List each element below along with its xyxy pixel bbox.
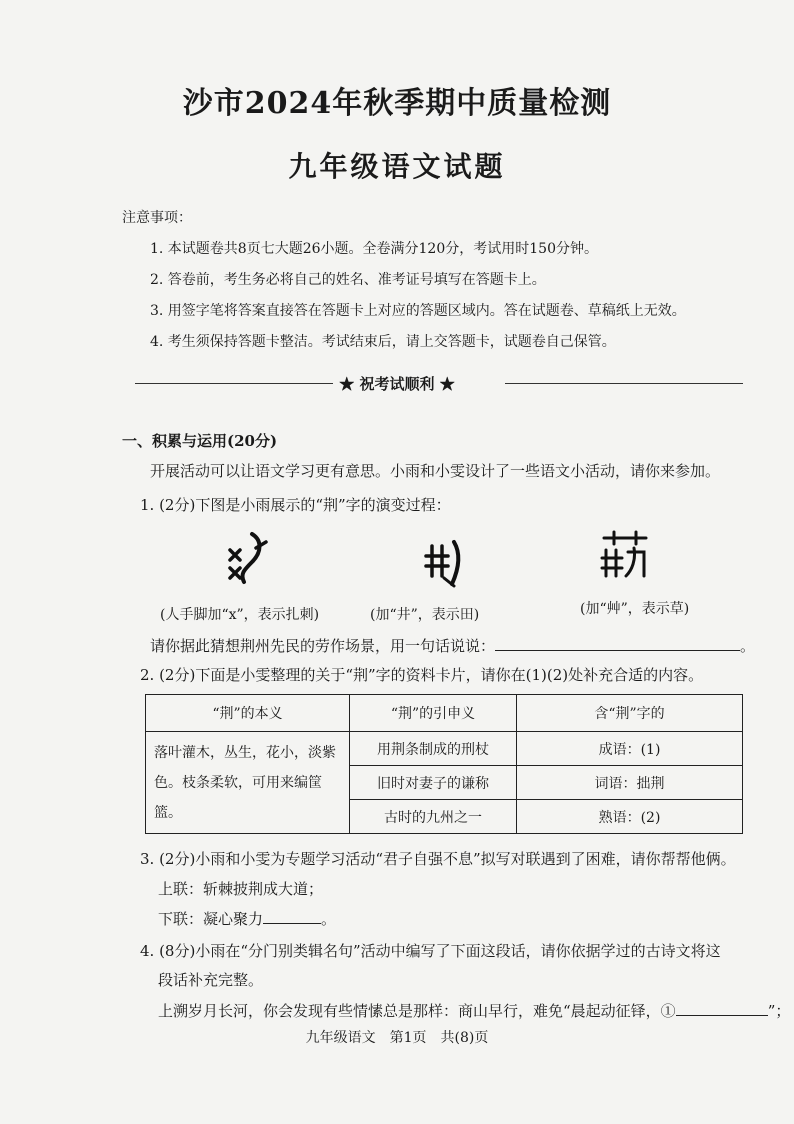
exam-title: 沙市2024年秋季期中质量检测 <box>182 86 612 121</box>
extended-meaning-cell: 旧时对妻子的谦称 <box>350 766 517 800</box>
glyph-caption-3: (加“艸”，表示草) <box>580 601 690 617</box>
glyph-caption-2: (加“井”，表示田) <box>370 607 480 623</box>
couplet-upper: 上联：斩棘披荆成大道； <box>158 880 324 898</box>
jing-oracle-glyph <box>222 528 276 588</box>
couplet-lower: 下联：凝心聚力 。 <box>158 910 337 928</box>
page-footer: 九年级语文 第1页 共(8)页 <box>305 1030 489 1046</box>
question-4-stem-line2: 段话补充完整。 <box>158 971 264 989</box>
notice-heading: 注意事项： <box>122 210 192 226</box>
notice-item: 4. 考生须保持答题卡整洁。考试结束后，请上交答题卡，试题卷自己保管。 <box>150 334 616 350</box>
exam-subtitle: 九年级语文试题 <box>288 150 506 183</box>
extended-meaning-cell: 用荆条制成的刑杖 <box>350 732 517 766</box>
jing-seal-glyph <box>600 530 650 580</box>
answer-blank[interactable] <box>263 909 321 924</box>
question-4-text: 上溯岁月长河，你会发现有些情愫总是那样：商山早行，难免“晨起动征铎，① ”； <box>158 1002 791 1020</box>
table-header: 含“荆”字的 <box>517 695 743 732</box>
question-4-stem-line1: 4. (8分)小雨在“分门别类辑名句”活动中编写了下面这段话，请你依据学过的古诗文将这 <box>140 942 721 960</box>
related-word-cell: 词语：拙荆 <box>517 766 743 800</box>
question-3-stem: 3. (2分)小雨和小雯为专题学习活动“君子自强不息”拟写对联遇到了困难，请你帮帮他俩。 <box>140 850 736 868</box>
jing-bronze-glyph <box>424 538 466 588</box>
jing-info-card <box>145 694 743 834</box>
extended-meaning-cell: 古时的九州之一 <box>350 800 517 834</box>
question-1-stem: 1. (2分)下图是小雨展示的“荆”字的演变过程： <box>140 496 451 514</box>
notice-item: 2. 答卷前，考生务必将自己的姓名、准考证号填写在答题卡上。 <box>150 272 546 288</box>
table-header: “荆”的引申义 <box>350 695 517 732</box>
question-1-prompt: 请你据此猜想荆州先民的劳作场景，用一句话说说： 。 <box>150 637 756 655</box>
question-2-stem: 2. (2分)下面是小雯整理的关于“荆”字的资料卡片，请你在(1)(2)处补充合适的内容。 <box>140 666 704 684</box>
notice-item: 1. 本试题卷共8页七大题26小题。全卷满分120分，考试用时150分钟。 <box>150 241 598 257</box>
table-header: “荆”的本义 <box>146 695 350 732</box>
table-row <box>146 732 743 766</box>
section-intro: 开展活动可以让语文学习更有意思。小雨和小雯设计了一些语文小活动，请你来参加。 <box>150 462 721 480</box>
answer-blank[interactable] <box>495 636 740 651</box>
good-luck-divider: ★ 祝考试顺利 ★ <box>0 373 794 394</box>
original-meaning-cell: 落叶灌木，丛生，花小，淡紫色。枝条柔软，可用来编筐篮。 <box>146 732 350 834</box>
section-heading: 一、积累与运用(20分) <box>122 432 278 450</box>
related-word-cell: 成语：(1) <box>517 732 743 766</box>
answer-blank[interactable] <box>676 1001 768 1016</box>
related-word-cell: 熟语：(2) <box>517 800 743 834</box>
notice-item: 3. 用签字笔将答案直接答在答题卡上对应的答题区域内。答在试题卷、草稿纸上无效。 <box>150 303 686 319</box>
glyph-caption-1: (人手脚加“x”，表示扎刺) <box>160 607 320 623</box>
